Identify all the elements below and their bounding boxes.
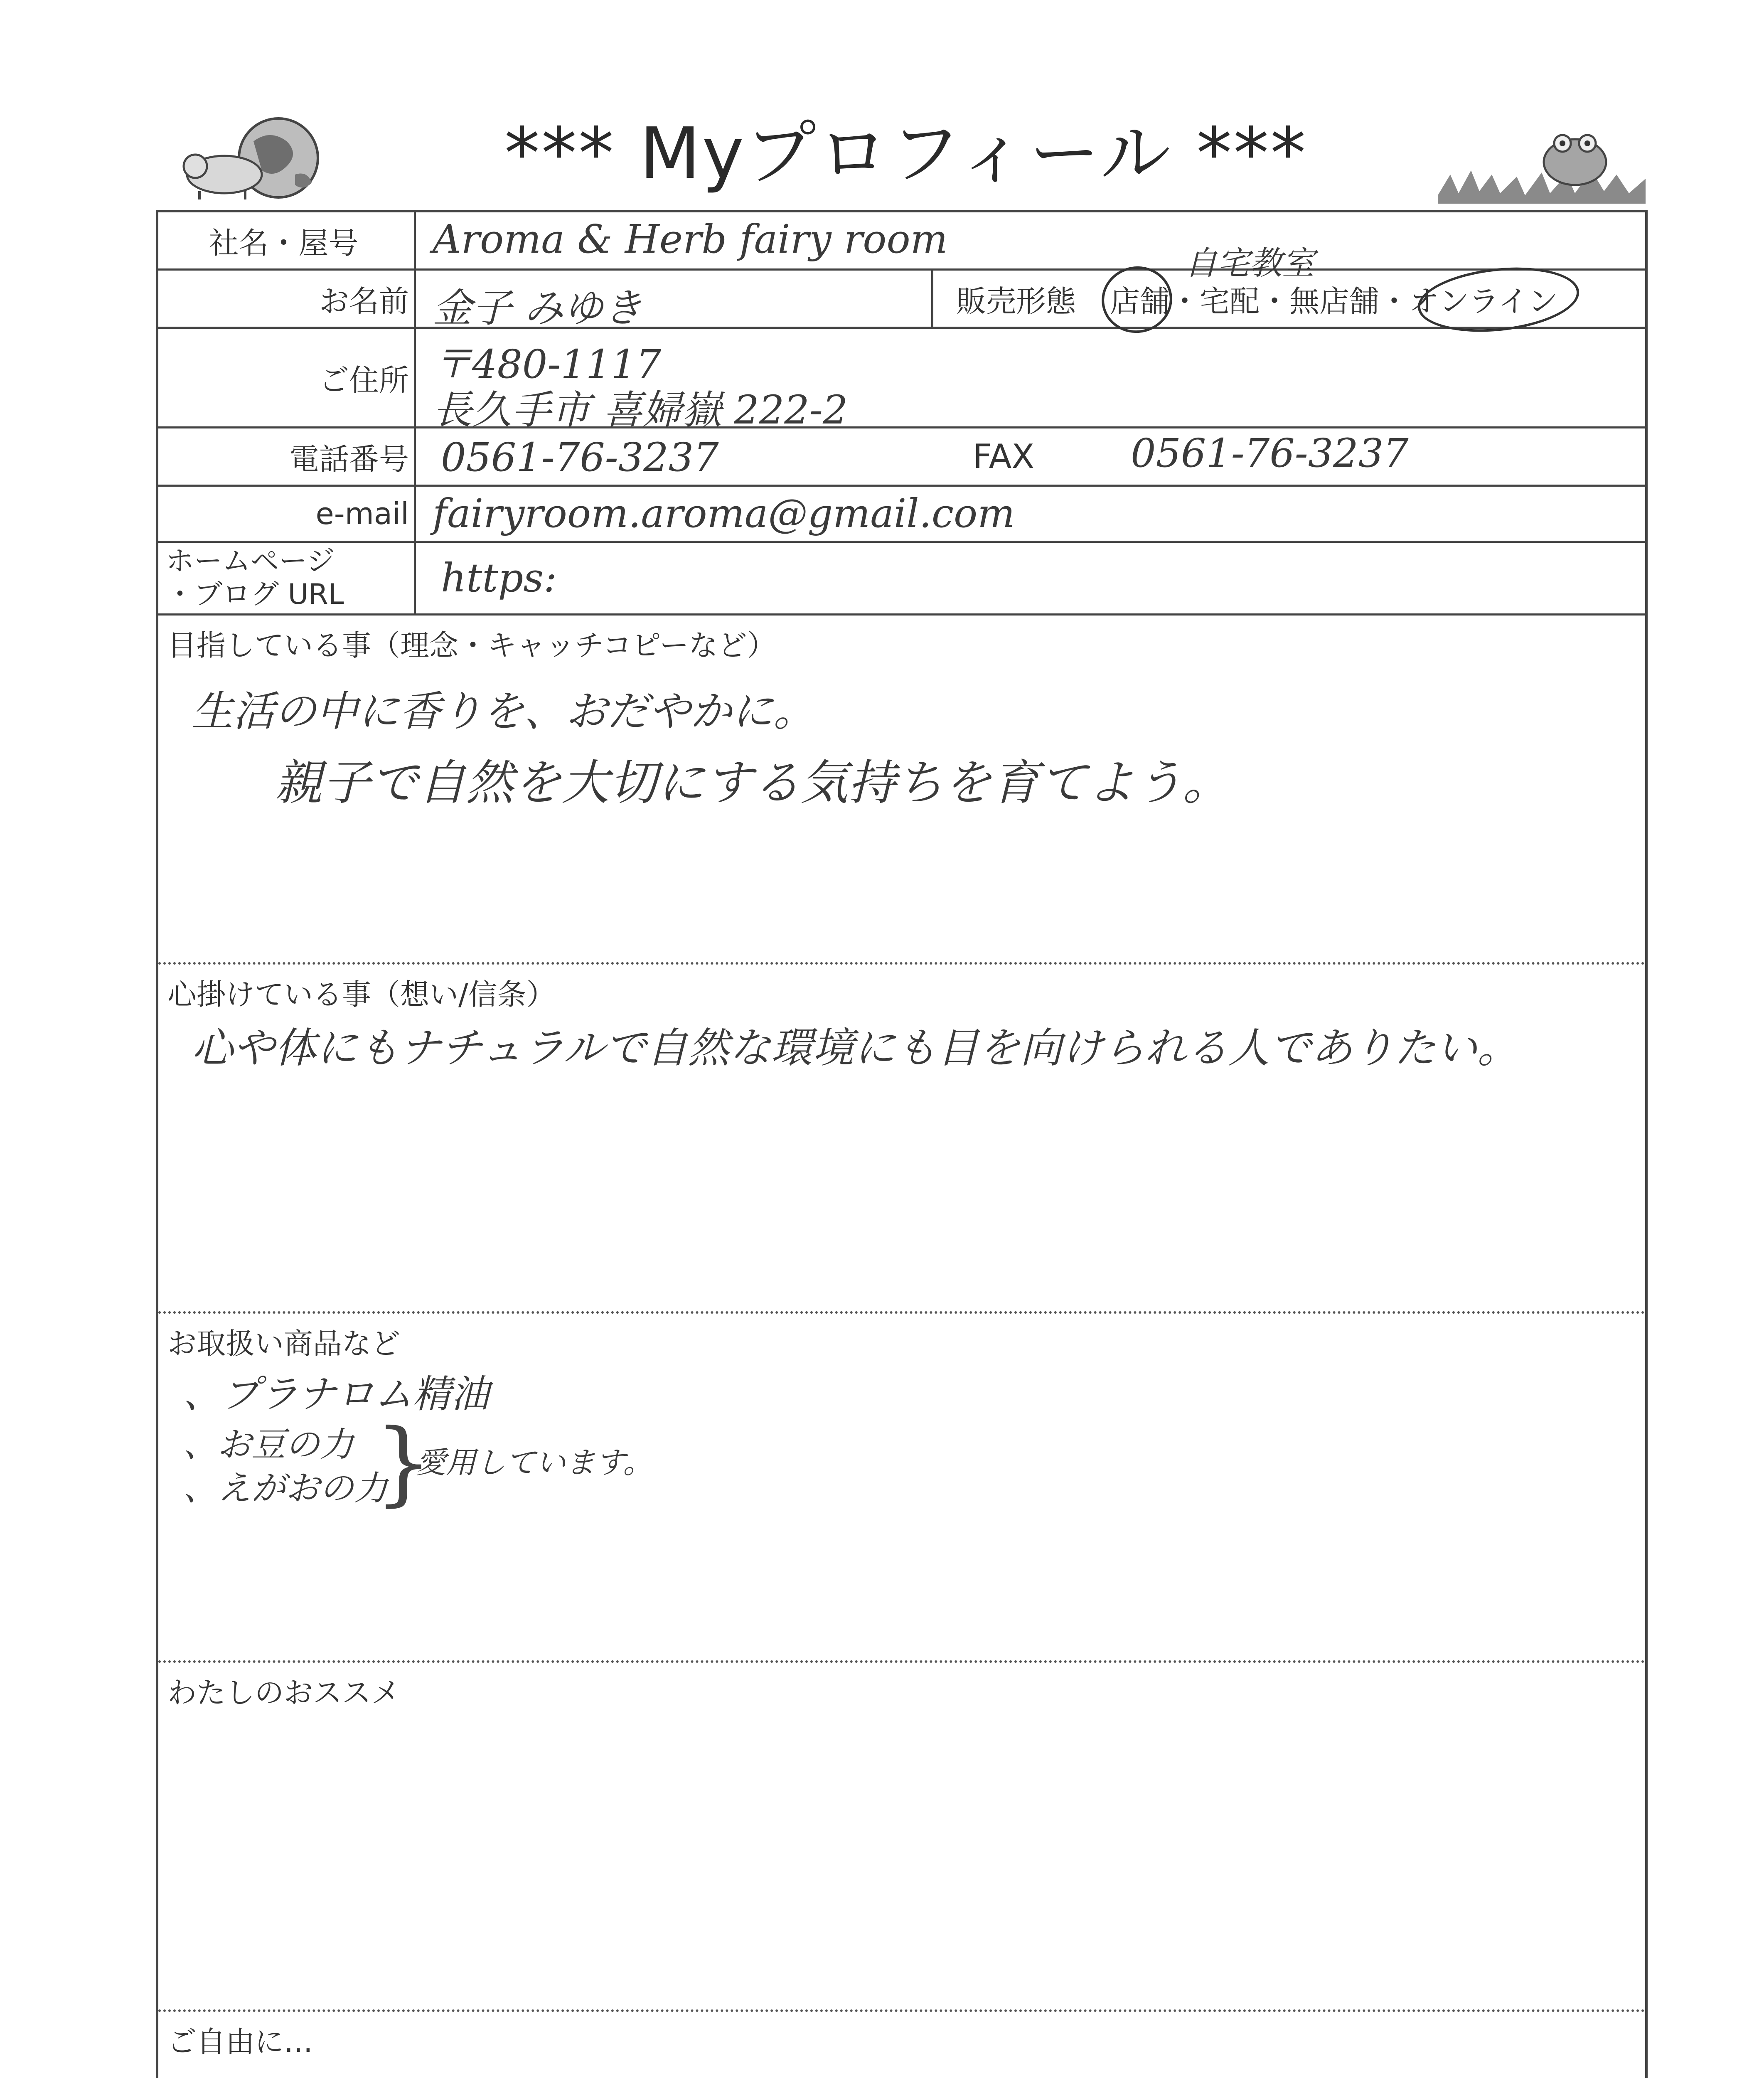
- phone-row: [158, 428, 1645, 487]
- product-item-2: 、お豆の力: [183, 1425, 354, 1465]
- phone-value: 0561-76-3237: [441, 435, 719, 480]
- free-label: ご自由に…: [167, 2025, 313, 2059]
- homepage-row: [158, 543, 1645, 616]
- product-item-1: 、プラナロム精油: [183, 1372, 490, 1416]
- homepage-label-line1: ホームページ: [166, 545, 335, 578]
- company-row: [158, 212, 1645, 282]
- aim-line-2: 親子で自然を大切にする気持ちを育てよう。: [275, 755, 1230, 811]
- name-divider: [931, 271, 933, 327]
- frog-on-grass-icon: [1438, 125, 1646, 204]
- address-label: ご住所: [158, 329, 416, 426]
- address-value: 長久手市 喜婦嶽 222-2: [433, 387, 848, 433]
- email-value: fairyroom.aroma@gmail.com: [433, 491, 1015, 537]
- recommend-section: [158, 1663, 1645, 2012]
- product-item-3: 、えがおの力: [183, 1469, 388, 1508]
- products-brace-note: 愛用しています。: [416, 1445, 653, 1480]
- name-row: [158, 271, 1645, 329]
- company-value: Aroma & Herb fairy room: [433, 217, 948, 262]
- sales-type-label: 販売形態: [956, 283, 1076, 319]
- phone-label: 電話番号: [158, 428, 416, 485]
- aim-line-1: 生活の中に香りを、おだやかに。: [192, 687, 815, 736]
- aim-section: [158, 616, 1645, 965]
- page-title: *** Myプロフィール ***: [504, 113, 1308, 195]
- postal-code: 〒480-1117: [433, 342, 662, 387]
- aim-label: 目指している事（理念・キャッチコピーなど）: [167, 628, 776, 662]
- free-section: [158, 2012, 1645, 2078]
- address-row: [158, 329, 1645, 433]
- profile-form: [156, 210, 1648, 2078]
- sales-type-options: 店舗・宅配・無店舗・オンライン: [1110, 283, 1558, 319]
- mindset-label: 心掛けている事（想い/信条）: [167, 977, 556, 1012]
- homepage-label: [158, 543, 416, 613]
- name-label: お名前: [158, 271, 416, 327]
- sales-type-note: 自宅教室: [1185, 245, 1315, 282]
- recommend-label: わたしのおススメ: [167, 1676, 400, 1710]
- free-line-1: [200, 2074, 1363, 2078]
- globe-turtle-icon: [175, 112, 332, 204]
- name-value: 金子 みゆき: [433, 286, 643, 331]
- mindset-line-1: 心や体にもナチュラルで自然な環境にも目を向けられる人でありたい。: [192, 1024, 1519, 1072]
- brace-mark: }: [374, 1409, 433, 1516]
- homepage-value: https:: [441, 555, 557, 601]
- title-row: [158, 104, 1654, 204]
- email-row: [158, 487, 1645, 543]
- email-label: e-mail: [158, 487, 416, 541]
- fax-value: 0561-76-3237: [1131, 431, 1409, 476]
- mindset-section: [158, 965, 1645, 1314]
- company-label: 社名・屋号: [158, 212, 416, 268]
- fax-label: FAX: [973, 437, 1035, 476]
- products-section: [158, 1314, 1645, 1663]
- products-label: お取扱い商品など: [167, 1327, 400, 1361]
- homepage-label-line2: ・ブログ URL: [166, 578, 344, 611]
